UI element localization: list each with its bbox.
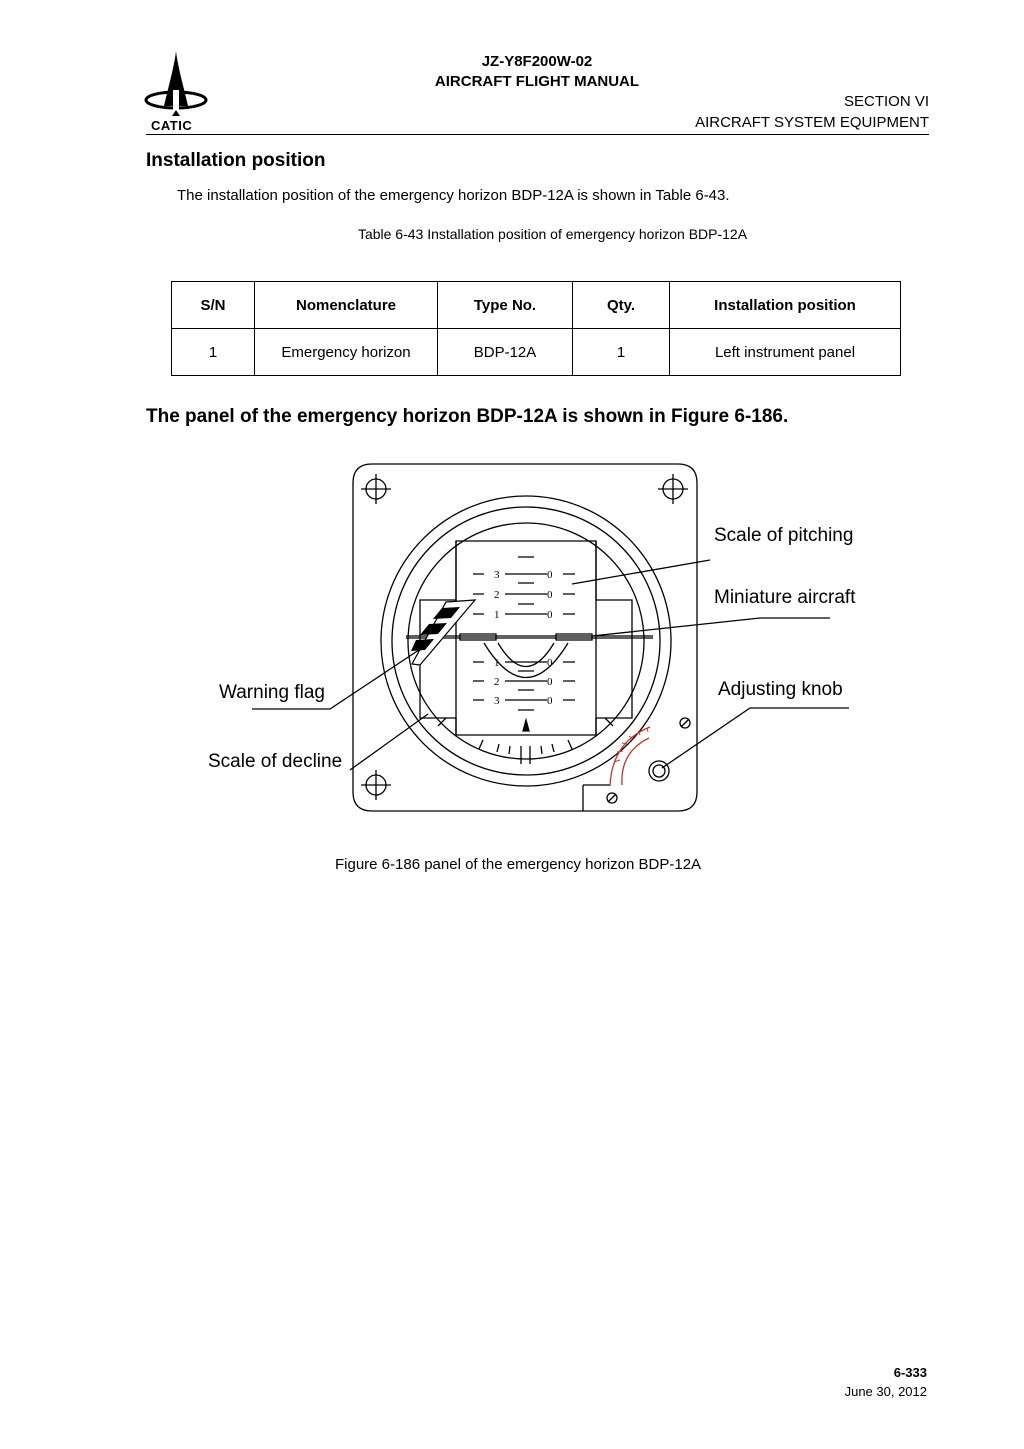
leader-scale-decline	[350, 714, 428, 770]
figure-caption: Figure 6-186 panel of the emergency horizon BDP-12A	[335, 856, 702, 873]
leader-scale-pitching	[572, 560, 710, 584]
intro-paragraph: The installation position of the emergency horizon BDP-12A is shown in Table 6-43.	[177, 187, 730, 204]
table-header-cell: Installation position	[670, 282, 901, 329]
table-row	[172, 329, 901, 376]
pitch-right-0: 0	[547, 589, 553, 601]
section-name: AIRCRAFT SYSTEM EQUIPMENT	[695, 114, 929, 131]
pitch-right-0: 0	[547, 657, 553, 669]
label-warning-flag: Warning flag	[219, 682, 325, 703]
pitch-up-2: 2	[494, 589, 500, 601]
section-label: SECTION VI	[843, 93, 929, 110]
pitch-up-3: 3	[494, 569, 500, 581]
pitch-up-1: 1	[494, 609, 500, 621]
label-adjusting-knob: Adjusting knob	[718, 679, 843, 700]
table-cell: BDP-12A	[438, 329, 573, 376]
label-scale-pitching: Scale of pitching	[714, 525, 854, 546]
adjusting-knob	[610, 727, 669, 786]
pitch-down-3: 3	[494, 695, 500, 707]
table-header-cell: Qty.	[573, 282, 670, 329]
table-cell: 1	[573, 329, 670, 376]
table-header-cell: Type No.	[438, 282, 573, 329]
header-divider	[146, 134, 929, 135]
page-number: 6-333	[893, 1365, 927, 1380]
installation-table	[171, 281, 901, 376]
label-scale-decline: Scale of decline	[208, 751, 343, 772]
table-header-cell: Nomenclature	[255, 282, 438, 329]
pitch-right-0: 0	[547, 676, 553, 688]
document-code: JZ-Y8F200W-02	[481, 53, 593, 70]
mounting-hole	[361, 770, 391, 800]
label-miniature-aircraft: Miniature aircraft	[714, 587, 856, 608]
pitch-down-1: 1	[494, 657, 500, 669]
pitch-right-0: 0	[547, 569, 553, 581]
mounting-hole	[361, 474, 391, 504]
figure-heading: The panel of the emergency horizon BDP-12A is shown in Figure 6-186.	[146, 406, 789, 427]
table-header-cell: S/N	[172, 282, 255, 329]
leader-adjusting-knob	[662, 708, 849, 768]
horizon-panel-figure	[0, 440, 1024, 850]
table-header-row	[172, 282, 901, 329]
document-title: AIRCRAFT FLIGHT MANUAL	[434, 73, 640, 90]
pitch-right-0: 0	[547, 609, 553, 621]
section-heading: Installation position	[146, 150, 326, 171]
page-date: June 30, 2012	[844, 1384, 927, 1399]
table-cell: Left instrument panel	[670, 329, 901, 376]
table-cell: Emergency horizon	[255, 329, 438, 376]
leader-miniature-aircraft	[592, 618, 830, 636]
table-caption: Table 6-43 Installation position of emergency horizon BDP-12A	[357, 226, 748, 242]
table-cell: 1	[172, 329, 255, 376]
logo-text: CATIC	[151, 118, 193, 133]
pitch-down-2: 2	[494, 676, 500, 688]
mounting-hole	[658, 474, 688, 504]
pitch-right-0: 0	[547, 695, 553, 707]
